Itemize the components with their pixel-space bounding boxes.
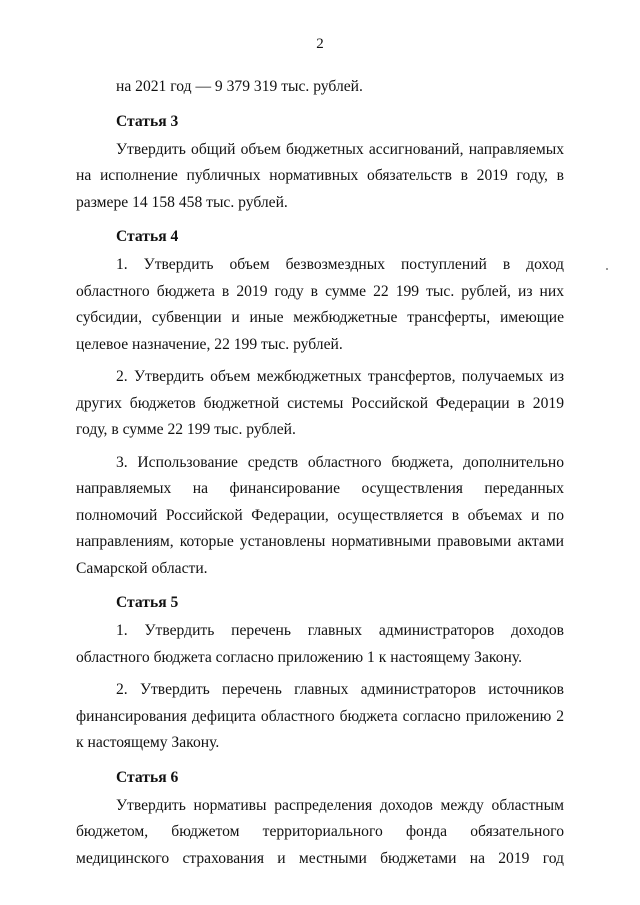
paragraph-article-4-item-1: 1. Утвердить объем безвозмездных поступлений в доход областного бюджета в 2019 году в сумме 22 199 тыс. рублей, из них субсидии, субвенции и иные межбюджетные трансферты, имеющие целевое назначение, 22 199 тыс. рублей. xyxy=(76,256,564,353)
article-5-heading: Статья 5 xyxy=(116,594,179,611)
paragraph-article-4-item-2: 2. Утвердить объем межбюджетных трансфертов, получаемых из других бюджетов бюджетной системы Российской Федерации в 2019 году, в сумме 22 199 тыс. рублей. xyxy=(76,368,564,438)
paragraph-article-5-item-2: 2. Утвердить перечень главных администраторов источников финансирования дефицита областного бюджета согласно приложению 2 к настоящему Закону. xyxy=(76,681,564,751)
scan-speck xyxy=(606,268,608,270)
article-4-heading: Статья 4 xyxy=(116,228,179,245)
paragraph-article-3: Утвердить общий объем бюджетных ассигнований, направляемых на исполнение публичных нормативных обязательств в 2019 году, в размере 14 158 458 тыс. рублей. xyxy=(76,140,564,211)
document-body xyxy=(76,74,564,878)
article-6-heading: Статья 6 xyxy=(116,768,179,786)
paragraph-article-6: Утвердить нормативы распределения доходов между областным бюджетом, бюджетом территориального фонда обязательного медицинского страхования и местными бюджетами на 2019 год xyxy=(76,796,564,867)
article-3-heading: Статья 3 xyxy=(116,112,179,130)
paragraph-article-5-item-1: 1. Утвердить перечень главных администраторов доходов областного бюджета согласно приложению 1 к настоящему Закону. xyxy=(76,622,564,666)
paragraph-budget-2021: на 2021 год — 9 379 319 тыс. рублей. xyxy=(116,78,363,95)
page-number: 2 xyxy=(316,36,324,52)
paragraph-article-4-item-3: 3. Использование средств областного бюджета, дополнительно направляемых на финансирование осуществления переданных полномочий Российской Федерации, осуществляется в объемах и по направлениям, которые установлены нормативными правовыми актами Самарской области. xyxy=(76,453,564,577)
